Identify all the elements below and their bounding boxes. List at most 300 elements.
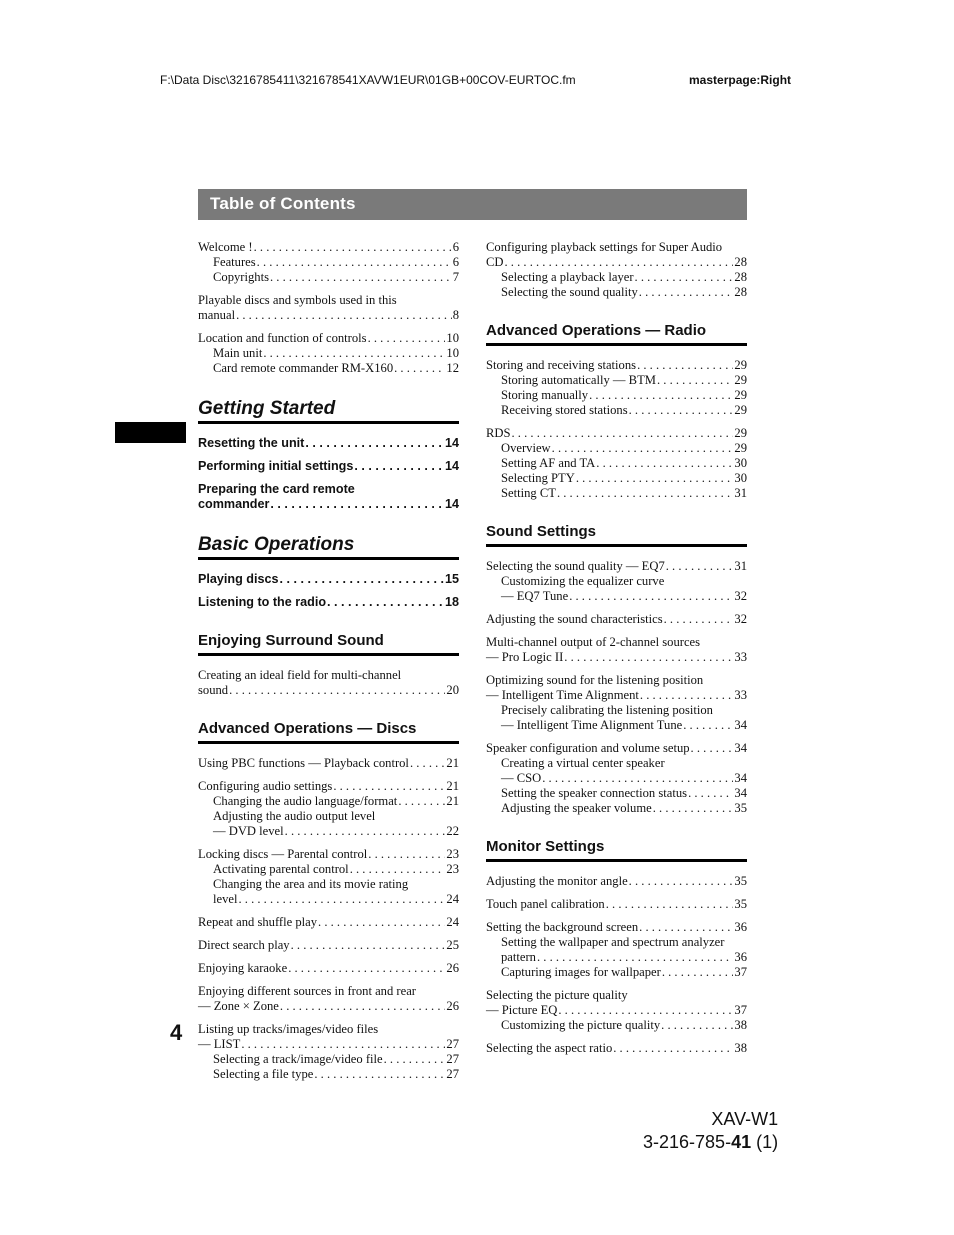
leader-dots — [683, 718, 733, 733]
toc-entry-text: Direct search play — [198, 938, 290, 952]
file-path-header: F:\Data Disc\3216785411\321678541XAVW1EUR\01GB+00COV-EURTOC.fm — [160, 73, 576, 87]
toc-entry[interactable] — [486, 486, 747, 501]
toc-group — [486, 988, 747, 1033]
leader-dots — [263, 346, 445, 361]
toc-group — [198, 293, 459, 323]
toc-entry-page: 37 — [734, 965, 747, 979]
leader-dots — [229, 683, 445, 698]
toc-entry-text: — CSO — [501, 771, 542, 785]
toc-group — [486, 358, 747, 418]
toc-entry-page: 18 — [444, 595, 459, 609]
leader-dots — [542, 771, 733, 786]
toc-entry[interactable] — [198, 683, 459, 698]
toc-entry[interactable] — [486, 358, 747, 373]
toc-right-column — [486, 240, 747, 1078]
toc-group — [198, 668, 459, 698]
toc-entry-page: 29 — [734, 358, 747, 372]
leader-dots — [637, 358, 733, 373]
leader-dots — [384, 1052, 446, 1067]
toc-entry-page: 21 — [446, 756, 459, 770]
toc-entry — [198, 1022, 459, 1037]
toc-entry-page: 20 — [446, 683, 459, 697]
leader-dots — [394, 361, 445, 376]
toc-entry-text: Changing the area and its movie rating — [213, 877, 409, 891]
toc-entry[interactable] — [198, 961, 459, 976]
toc-group — [486, 673, 747, 733]
leader-dots — [629, 874, 734, 889]
leader-dots — [333, 779, 445, 794]
section-surround — [198, 632, 459, 698]
section-discs — [198, 720, 459, 1082]
toc-group — [198, 961, 459, 976]
toc-entry-text: Selecting the sound quality — [501, 285, 638, 299]
toc-entry-text: Listing up tracks/images/video files — [198, 1022, 379, 1036]
toc-entry[interactable] — [198, 361, 459, 376]
leader-dots — [557, 486, 733, 501]
leader-dots — [653, 801, 734, 816]
toc-entry[interactable] — [198, 847, 459, 862]
toc-entry[interactable] — [198, 862, 459, 877]
leader-dots — [640, 688, 734, 703]
toc-entry[interactable] — [486, 874, 747, 889]
code-suffix: (1) — [751, 1132, 779, 1152]
toc-entry-text: Creating an ideal field for multi-channel — [198, 668, 402, 682]
toc-entry-page: 7 — [452, 270, 459, 284]
leader-dots — [368, 331, 446, 346]
toc-entry[interactable] — [486, 441, 747, 456]
toc-entry-text: Activating parental control — [213, 862, 349, 876]
toc-entry — [198, 482, 459, 497]
toc-entry-text: Enjoying karaoke — [198, 961, 288, 975]
leader-dots — [613, 1041, 733, 1056]
toc-entry-page: 25 — [446, 938, 459, 952]
toc-entry-page: 34 — [734, 786, 747, 800]
section-entries — [198, 436, 459, 512]
toc-entry-text: Selecting a file type — [213, 1067, 314, 1081]
leader-dots — [639, 920, 733, 935]
toc-entry[interactable] — [198, 915, 459, 930]
toc-entry-text: sound — [198, 683, 229, 697]
leader-dots — [552, 441, 734, 456]
leader-dots — [639, 285, 734, 300]
toc-entry-text: Selecting a playback layer — [501, 270, 634, 284]
toc-entry[interactable] — [198, 270, 459, 285]
toc-entry-page: 29 — [734, 426, 747, 440]
toc-entry-page: 28 — [734, 285, 747, 299]
leader-dots — [657, 373, 733, 388]
toc-group — [198, 595, 459, 610]
toc-entry-text: Precisely calibrating the listening position — [501, 703, 713, 717]
toc-entry-text: Selecting the picture quality — [486, 988, 628, 1002]
leader-dots — [589, 388, 733, 403]
toc-entry-page: 34 — [734, 718, 747, 732]
leader-dots — [257, 255, 452, 270]
toc-entry-text: Selecting a track/image/video file — [213, 1052, 383, 1066]
leader-dots — [576, 471, 734, 486]
leader-dots — [537, 950, 733, 965]
section-entries — [198, 668, 459, 698]
toc-entry[interactable] — [486, 920, 747, 935]
toc-entry-text: Selecting PTY — [501, 471, 575, 485]
toc-entry-text: — Zone × Zone — [198, 999, 279, 1013]
toc-entry-text: Performing initial settings — [198, 459, 354, 473]
toc-group — [198, 459, 459, 474]
section-sound — [486, 523, 747, 816]
toc-entry — [198, 668, 459, 683]
toc-entry — [486, 574, 747, 589]
toc-entry-page: 22 — [446, 824, 459, 838]
toc-entry-text: Card remote commander RM-X160 — [213, 361, 394, 375]
leader-dots — [318, 915, 445, 930]
toc-entry[interactable] — [486, 718, 747, 733]
model-code — [643, 1131, 778, 1154]
toc-entry — [198, 877, 459, 892]
toc-entry-page: 23 — [446, 862, 459, 876]
toc-entry-text: pattern — [501, 950, 536, 964]
toc-entry-page: 33 — [734, 688, 747, 702]
toc-entry-text: Setting AF and TA — [501, 456, 596, 470]
toc-entry-page: 15 — [444, 572, 459, 586]
toc-entry-text: Repeat and shuffle play — [198, 915, 318, 929]
toc-entry — [486, 988, 747, 1003]
toc-entry-text: Listening to the radio — [198, 595, 327, 609]
section-title: Enjoying Surround Sound — [198, 632, 459, 656]
toc-entry-text: — Intelligent Time Alignment — [486, 688, 639, 702]
leader-dots — [327, 595, 444, 610]
toc-entry[interactable] — [486, 786, 747, 801]
toc-entry-page: 27 — [446, 1052, 459, 1066]
toc-entry[interactable] — [486, 255, 747, 270]
toc-group — [198, 984, 459, 1014]
toc-entry-text: Playable discs and symbols used in this — [198, 293, 397, 307]
leader-dots — [280, 572, 444, 587]
section-entries — [198, 756, 459, 1082]
toc-entry — [486, 935, 747, 950]
toc-entry-text: Configuring playback settings for Super Audio — [486, 240, 723, 254]
toc-entry[interactable] — [486, 688, 747, 703]
toc-group — [486, 240, 747, 300]
toc-group — [198, 938, 459, 953]
toc-entry[interactable] — [486, 270, 747, 285]
toc-group — [198, 779, 459, 839]
model-name: XAV-W1 — [711, 1109, 779, 1129]
toc-entry-text: Setting the background screen — [486, 920, 639, 934]
toc-group — [486, 874, 747, 889]
toc-group — [486, 920, 747, 980]
toc-entry-text: — Intelligent Time Alignment Tune — [501, 718, 683, 732]
leader-dots — [368, 847, 445, 862]
toc-entry[interactable] — [486, 426, 747, 441]
toc-entry-text: commander — [198, 497, 270, 511]
toc-entry — [486, 673, 747, 688]
toc-entry[interactable] — [486, 456, 747, 471]
toc-group — [198, 331, 459, 376]
toc-entry[interactable] — [486, 403, 747, 418]
toc-entry-page: 34 — [734, 741, 747, 755]
toc-entry-page: 30 — [734, 471, 747, 485]
toc-entry-text: Features — [213, 255, 256, 269]
toc-entry-text: Using PBC functions — Playback control — [198, 756, 409, 770]
toc-entry-text: manual — [198, 308, 236, 322]
toc-entry-page: 29 — [734, 373, 747, 387]
leader-dots — [664, 612, 734, 627]
toc-entry — [198, 293, 459, 308]
toc-entry-text: Storing automatically — BTM — [501, 373, 656, 387]
toc-entry-text: Setting CT — [501, 486, 556, 500]
toc-left-column — [198, 240, 459, 1104]
toc-entry[interactable] — [198, 1052, 459, 1067]
toc-entry-text: Customizing the picture quality — [501, 1018, 661, 1032]
toc-entry-text: Adjusting the sound characteristics — [486, 612, 663, 626]
toc-entry-text: Adjusting the audio output level — [213, 809, 376, 823]
toc-entry-page: 26 — [446, 999, 459, 1013]
toc-entry-page: 12 — [446, 361, 459, 375]
toc-entry[interactable] — [486, 771, 747, 786]
section-entries — [486, 874, 747, 1056]
toc-entry[interactable] — [198, 1067, 459, 1082]
chapter-side-tab — [115, 422, 186, 443]
toc-intro-right — [486, 240, 747, 300]
toc-entry-text: Creating a virtual center speaker — [501, 756, 665, 770]
leader-dots — [688, 786, 733, 801]
toc-entry[interactable] — [486, 1041, 747, 1056]
toc-entry-text: Selecting the sound quality — EQ7 — [486, 559, 665, 573]
toc-entry — [486, 703, 747, 718]
toc-entry-page: 29 — [734, 403, 747, 417]
toc-entry[interactable] — [486, 589, 747, 604]
toc-entry-text: — LIST — [198, 1037, 241, 1051]
toc-entry-text: Location and function of controls — [198, 331, 367, 345]
leader-dots — [596, 456, 733, 471]
toc-entry-page: 27 — [446, 1037, 459, 1051]
toc-entry-text: Overview — [501, 441, 551, 455]
section-entries — [486, 358, 747, 501]
toc-entry-text: Playing discs — [198, 572, 279, 586]
toc-group — [198, 915, 459, 930]
toc-entry[interactable] — [486, 897, 747, 912]
toc-entry-text: Welcome ! — [198, 240, 253, 254]
toc-entry[interactable] — [486, 373, 747, 388]
toc-entry-page: 10 — [446, 346, 459, 360]
toc-entry-page: 6 — [452, 240, 459, 254]
leader-dots — [512, 426, 734, 441]
toc-group — [198, 847, 459, 907]
toc-entry[interactable] — [198, 1037, 459, 1052]
toc-entry-text: Storing manually — [501, 388, 589, 402]
toc-entry-text: Enjoying different sources in front and rear — [198, 984, 416, 998]
toc-intro-left — [198, 240, 459, 376]
toc-entry[interactable] — [198, 938, 459, 953]
toc-entry[interactable] — [198, 346, 459, 361]
section-getting-started — [198, 398, 459, 512]
leader-dots — [564, 650, 733, 665]
leader-dots — [350, 862, 446, 877]
section-title: Basic Operations — [198, 534, 459, 560]
toc-entry-page: 36 — [734, 920, 747, 934]
toc-entry[interactable] — [486, 612, 747, 627]
toc-entry-text: CD — [486, 255, 504, 269]
leader-dots — [691, 741, 734, 756]
toc-entry-text: Setting the speaker connection status — [501, 786, 688, 800]
toc-group — [198, 572, 459, 587]
toc-entry-page: 34 — [734, 771, 747, 785]
toc-entry-text: Touch panel calibration — [486, 897, 605, 911]
toc-entry-page: 24 — [446, 915, 459, 929]
leader-dots — [558, 1003, 733, 1018]
leader-dots — [314, 1067, 445, 1082]
toc-group — [486, 635, 747, 665]
toc-entry[interactable] — [198, 756, 459, 771]
toc-entry-text: Changing the audio language/format — [213, 794, 398, 808]
toc-entry-text: — EQ7 Tune — [501, 589, 569, 603]
toc-entry[interactable] — [486, 950, 747, 965]
toc-entry-text: Adjusting the speaker volume — [501, 801, 652, 815]
toc-entry-text: Storing and receiving stations — [486, 358, 637, 372]
toc-entry-text: Preparing the card remote — [198, 482, 355, 496]
toc-entry-page: 26 — [446, 961, 459, 975]
section-title: Getting Started — [198, 398, 459, 424]
toc-entry[interactable] — [198, 595, 459, 610]
model-footer — [643, 1108, 778, 1154]
section-title: Advanced Operations — Discs — [198, 720, 459, 744]
toc-entry-text: Selecting the aspect ratio — [486, 1041, 613, 1055]
toc-entry-page: 31 — [734, 559, 747, 573]
section-title: Advanced Operations — Radio — [486, 322, 747, 346]
toc-entry-page: 38 — [734, 1018, 747, 1032]
toc-entry-text: Optimizing sound for the listening position — [486, 673, 704, 687]
leader-dots — [305, 436, 444, 451]
toc-entry-page: 35 — [734, 874, 747, 888]
toc-entry-text: Capturing images for wallpaper — [501, 965, 661, 979]
leader-dots — [569, 589, 733, 604]
toc-group — [198, 482, 459, 512]
toc-entry-page: 38 — [734, 1041, 747, 1055]
toc-entry[interactable] — [198, 824, 459, 839]
leader-dots — [661, 1018, 733, 1033]
toc-entry — [486, 240, 747, 255]
leader-dots — [666, 559, 734, 574]
leader-dots — [285, 824, 446, 839]
leader-dots — [291, 938, 446, 953]
leader-dots — [662, 965, 734, 980]
toc-entry-page: 28 — [734, 270, 747, 284]
toc-group — [486, 1041, 747, 1056]
toc-entry-text: Receiving stored stations — [501, 403, 628, 417]
toc-entry[interactable] — [486, 559, 747, 574]
toc-entry[interactable] — [486, 1018, 747, 1033]
toc-entry-text: Speaker configuration and volume setup — [486, 741, 690, 755]
toc-entry-text: Copyrights — [213, 270, 269, 284]
toc-entry[interactable] — [486, 285, 747, 300]
toc-entry — [486, 635, 747, 650]
toc-entry[interactable] — [198, 497, 459, 512]
toc-entry-text: Setting the wallpaper and spectrum analyzer — [501, 935, 725, 949]
section-entries — [486, 559, 747, 816]
toc-entry[interactable] — [486, 741, 747, 756]
toc-entry[interactable] — [198, 459, 459, 474]
section-title: Monitor Settings — [486, 838, 747, 862]
section-monitor — [486, 838, 747, 1056]
toc-entry[interactable] — [198, 892, 459, 907]
page-number: 4 — [170, 1020, 183, 1045]
toc-entry-page: 23 — [446, 847, 459, 861]
toc-entry[interactable] — [198, 308, 459, 323]
toc-entry[interactable] — [486, 650, 747, 665]
leader-dots — [270, 497, 444, 512]
toc-entry[interactable] — [198, 331, 459, 346]
toc-group — [198, 1022, 459, 1082]
toc-entry-text: Multi-channel output of 2-channel sources — [486, 635, 701, 649]
section-radio — [486, 322, 747, 501]
toc-entry-page: 30 — [734, 456, 747, 470]
toc-group — [198, 436, 459, 451]
section-title: Sound Settings — [486, 523, 747, 547]
toc-entry[interactable] — [486, 965, 747, 980]
toc-entry-page: 21 — [446, 779, 459, 793]
toc-entry-text: — DVD level — [213, 824, 284, 838]
toc-entry-text: RDS — [486, 426, 511, 440]
toc-entry-text: — Pro Logic II — [486, 650, 564, 664]
toc-entry-page: 29 — [734, 441, 747, 455]
leader-dots — [288, 961, 445, 976]
leader-dots — [629, 403, 734, 418]
toc-entry-text: level — [213, 892, 238, 906]
toc-entry[interactable] — [486, 1003, 747, 1018]
toc-entry — [198, 984, 459, 999]
toc-entry-text: — Picture EQ — [486, 1003, 558, 1017]
toc-entry-page: 29 — [734, 388, 747, 402]
leader-dots — [354, 459, 444, 474]
toc-entry[interactable] — [198, 779, 459, 794]
toc-group — [486, 426, 747, 501]
toc-entry-text: Resetting the unit — [198, 436, 305, 450]
leader-dots — [236, 308, 452, 323]
toc-entry[interactable] — [486, 801, 747, 816]
toc-entry-page: 21 — [446, 794, 459, 808]
toc-entry[interactable] — [198, 999, 459, 1014]
leader-dots — [270, 270, 452, 285]
toc-entry-text: Main unit — [213, 346, 263, 360]
toc-entry[interactable] — [198, 240, 459, 255]
toc-entry[interactable] — [198, 255, 459, 270]
toc-banner-title: Table of Contents — [198, 189, 747, 220]
leader-dots — [238, 892, 445, 907]
toc-entry-page: 27 — [446, 1067, 459, 1081]
section-basic-operations — [198, 534, 459, 610]
leader-dots — [398, 794, 445, 809]
toc-entry-text: Adjusting the monitor angle — [486, 874, 628, 888]
toc-entry — [198, 809, 459, 824]
toc-entry — [486, 756, 747, 771]
toc-entry[interactable] — [198, 436, 459, 451]
toc-entry-page: 14 — [444, 459, 459, 473]
leader-dots — [280, 999, 446, 1014]
leader-dots — [410, 756, 445, 771]
toc-entry[interactable] — [486, 388, 747, 403]
toc-entry-page: 10 — [446, 331, 459, 345]
leader-dots — [241, 1037, 445, 1052]
toc-entry[interactable] — [198, 794, 459, 809]
leader-dots — [505, 255, 734, 270]
toc-entry[interactable] — [198, 572, 459, 587]
toc-group — [486, 897, 747, 912]
toc-entry-page: 6 — [452, 255, 459, 269]
toc-entry[interactable] — [486, 471, 747, 486]
toc-entry-text: Customizing the equalizer curve — [501, 574, 665, 588]
toc-entry-page: 8 — [452, 308, 459, 322]
toc-entry-page: 24 — [446, 892, 459, 906]
toc-entry-text: Locking discs — Parental control — [198, 847, 368, 861]
